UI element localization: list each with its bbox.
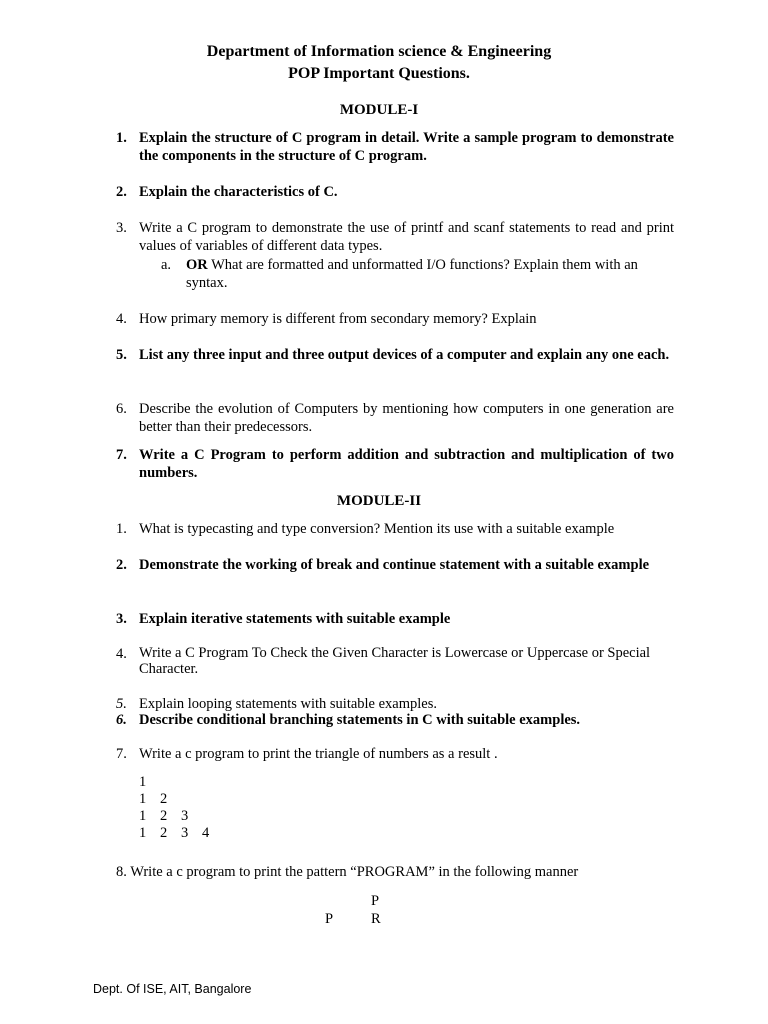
- module-1-question-2: 2. Explain the characteristics of C.: [116, 184, 338, 200]
- module-2-question-2: 2. Demonstrate the working of break and continue statement with a suitable example: [116, 557, 650, 573]
- number-triangle: [139, 774, 223, 842]
- or-label: OR: [186, 257, 208, 273]
- module-1-heading: MODULE-I: [339, 102, 419, 118]
- module-1-question-1: 1. Explain the structure of C program in detail. Write a sample program to demonstrate the components in the structure of C program.: [116, 130, 674, 164]
- header-subject: POP Important Questions.: [288, 65, 470, 82]
- module-1-question-7: 7. Write a C Program to perform addition and subtraction and multiplication of two numbers.: [116, 447, 674, 481]
- module-2-question-6: 6. Describe conditional branching statements in C with suitable examples.: [116, 712, 581, 728]
- module-2-question-1: 1. What is typecasting and type conversion? Mention its use with a suitable example: [116, 521, 615, 537]
- triangle-row: 1 2 3: [139, 808, 189, 824]
- page-footer: Dept. Of ISE, AIT, Bangalore: [93, 982, 252, 996]
- module-2-question-5: 5. Explain looping statements with suitable examples.: [116, 696, 438, 712]
- triangle-row: 1: [139, 774, 147, 790]
- module-2-heading: MODULE-II: [336, 493, 422, 509]
- module-1-question-3-sub-a: a. OR What are formatted and unformatted I/O functions? Explain them with an syntax.: [161, 257, 638, 291]
- module-1-question-6: 6. Describe the evolution of Computers by mentioning how computers in one generation are better than their predecessors.: [116, 401, 674, 435]
- triangle-row: 1 2: [139, 791, 168, 807]
- pattern-row-2-right: R: [371, 911, 381, 927]
- triangle-row: 1 2 3 4: [139, 825, 210, 841]
- pattern-row-1-right: P: [371, 893, 380, 909]
- module-1-question-5: 5. List any three input and three output devices of a computer and explain any one each.: [116, 347, 670, 363]
- pattern-row-2-left: P: [325, 911, 334, 927]
- module-2-question-7: 7. Write a c program to print the triangle of numbers as a result .: [116, 746, 498, 762]
- module-2-question-8: 8. Write a c program to print the pattern “PROGRAM” in the following manner: [116, 864, 579, 880]
- module-2-question-4: 4. Write a C Program To Check the Given Character is Lowercase or Uppercase or Special Character.: [116, 645, 651, 677]
- module-1-question-4: 4. How primary memory is different from secondary memory? Explain: [116, 311, 537, 327]
- header-department: Department of Information science & Engineering: [206, 43, 552, 60]
- module-2-question-3: 3. Explain iterative statements with suitable example: [116, 611, 451, 627]
- module-1-question-3: 3. Write a C program to demonstrate the use of printf and scanf statements to read and print values of variables of different data types.: [116, 220, 674, 254]
